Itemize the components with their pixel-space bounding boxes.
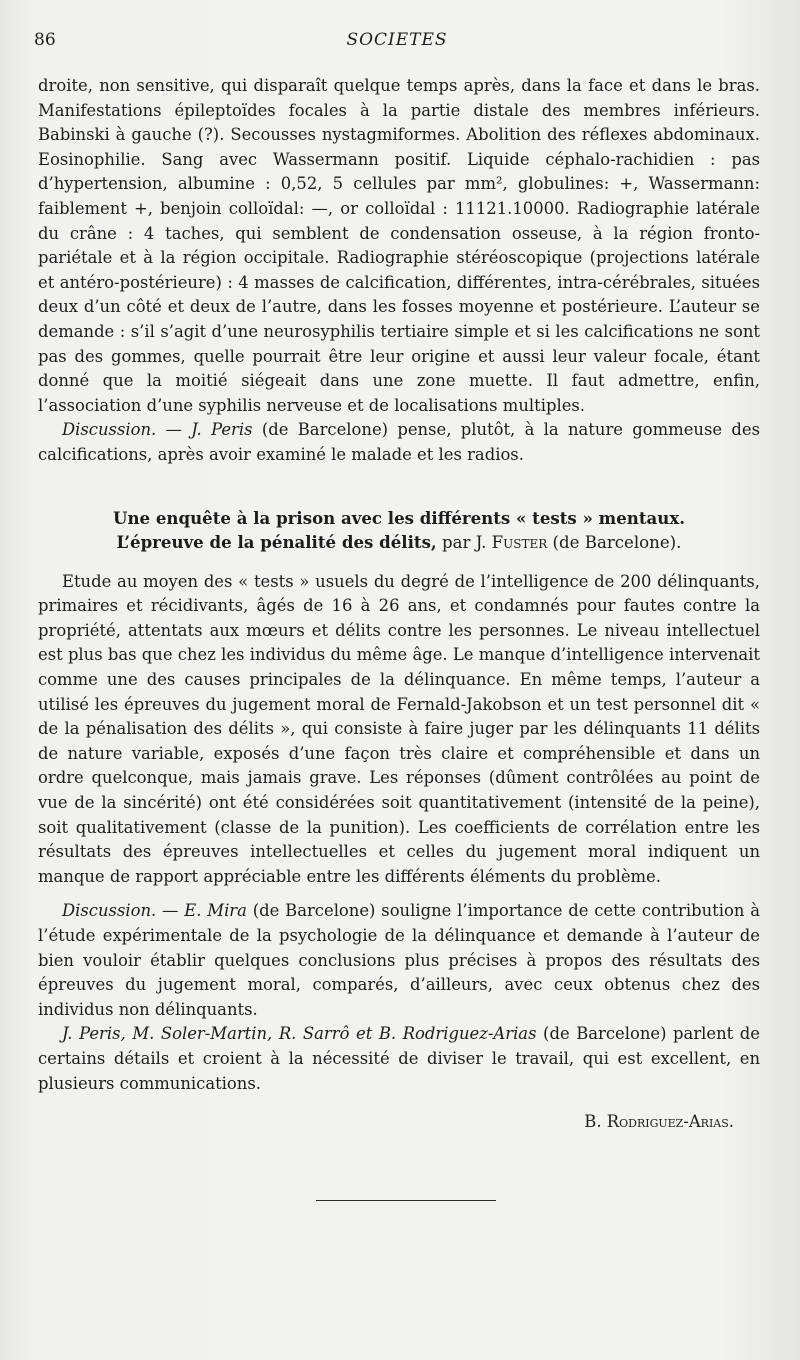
end-rule-divider [316,1200,496,1201]
page-number: 86 [34,30,56,50]
byline-prefix: par J. [436,533,492,553]
discussion-dash: — [156,420,192,440]
closing-paragraph [38,1022,760,1096]
discussion-label: Discussion. [62,901,157,921]
discussion-text: (de Barcelone) souligne l’importance de cette contribution à l’étude expérimentale de la psychologie de la délinquance et demande à l’auteur de bien vouloir établir quelques conclusions plus précises à propos des résultats des épreuves du jugement moral, comparés, d’ailleurs, avec ceux obtenus chez des individus non délinquants. [38,901,760,1019]
body-text [38,74,760,1131]
discussion-paragraph-1 [38,418,760,467]
discussion-label: Discussion. [62,420,157,440]
article-title-line-1: Une enquête à la prison avec les différents « tests » mentaux. [113,507,685,528]
article-byline [437,533,682,552]
closing-speakers: J. Peris, M. Soler-Martin, R. Sarrô et B. Rodriguez-Arias [62,1024,537,1044]
article-subtitle: L’épreuve de la pénalité des délits, [116,532,437,553]
header-title: SOCIETES [346,30,448,50]
discussion-dash: — [156,901,185,921]
article-author: Fuster [491,533,548,553]
article-title [38,506,760,556]
article-author-affiliation: (de Barcelone). [547,533,682,553]
discussion-speaker: J. Peris [191,420,253,440]
discussion-paragraph-2 [38,899,760,1022]
report-signature: B. Rodriguez-Arias. [584,1112,734,1132]
article-title-line-2 [38,530,760,556]
discussion-text: (de Barcelone) pense, plutôt, à la nature gommeuse des calcifications, après avoir examiné le malade et les radios. [38,420,761,464]
case-report-paragraph: droite, non sensitive, qui disparaît quelque temps après, dans la face et dans le bras. Manifestations épileptoïdes focales à la partie distale des membres inférieurs. Babinski à gauche (?). Secousses nystagmiformes. Abolition des réflexes abdominaux. Eosinophilie. Sang avec Wassermann positif. Liquide céphalo-rachidien : pas d’hypertension, albumine : 0,52, 5 cellules par mm², globulines: +, Wassermann: faiblement +, benjoin colloïdal: —, or colloïdal : 11121.10000. Radiographie latérale du crâne : 4 taches, qui semblent de condensation osseuse, à la région fronto-pariétale et à la région occipitale. Radiographie stéréoscopique (projections latérale et antéro-postérieure) : 4 masses de calcification, différentes, intra-cérébrales, situées deux d’un côté et deux de l’autre, dans les fosses moyenne et postérieure. L’auteur se demande : s’il s’agit d’une neurosyphilis tertiaire simple et si les calcifications ne sont pas des gommes, quelle pourrait être leur origine et aussi leur valeur focale, étant donné que la moitié siégeait dans une zone muette. Il faut admettre, enfin, l’association d’une syphilis nerveuse et de localisations multiples. [38,76,760,415]
article-abstract-paragraph: Etude au moyen des « tests » usuels du degré de l’intelligence de 200 délinquants, primaires et récidivants, âgés de 16 à 26 ans, et condamnés pour fautes contre la propriété, attentats aux mœurs et délits contre les personnes. Le niveau intellectuel est plus bas que chez les individus du même âge. Le manque d’intelligence intervenait comme une des causes principales de la délinquance. En même temps, l’auteur a utilisé les épreuves du jugement moral de Fernald-Jakobson et un test personnel dit « de la pénalisation des délits », qui consiste à faire juger par les délinquants 11 délits de nature variable, exposés d’une façon très claire et compréhensible et dans un ordre quelconque, mais jamais grave. Les réponses (dûment contrôlées au point de vue de la sincérité) ont été considérées soit quantitativement (intensité de la peine), soit qualitativement (classe de la punition). Les coefficients de corrélation entre les résultats des épreuves intellectuelles et celles du jugement moral indiquent un manque de rapport appréciable entre les différents éléments du problème. [38,571,760,886]
discussion-speaker: E. Mira [184,901,247,921]
closing-text: (de Barcelone) parlent de certains détails et croient à la nécessité de diviser le travail, qui est excellent, en plusieurs communications. [38,1024,760,1093]
running-header [34,30,760,54]
